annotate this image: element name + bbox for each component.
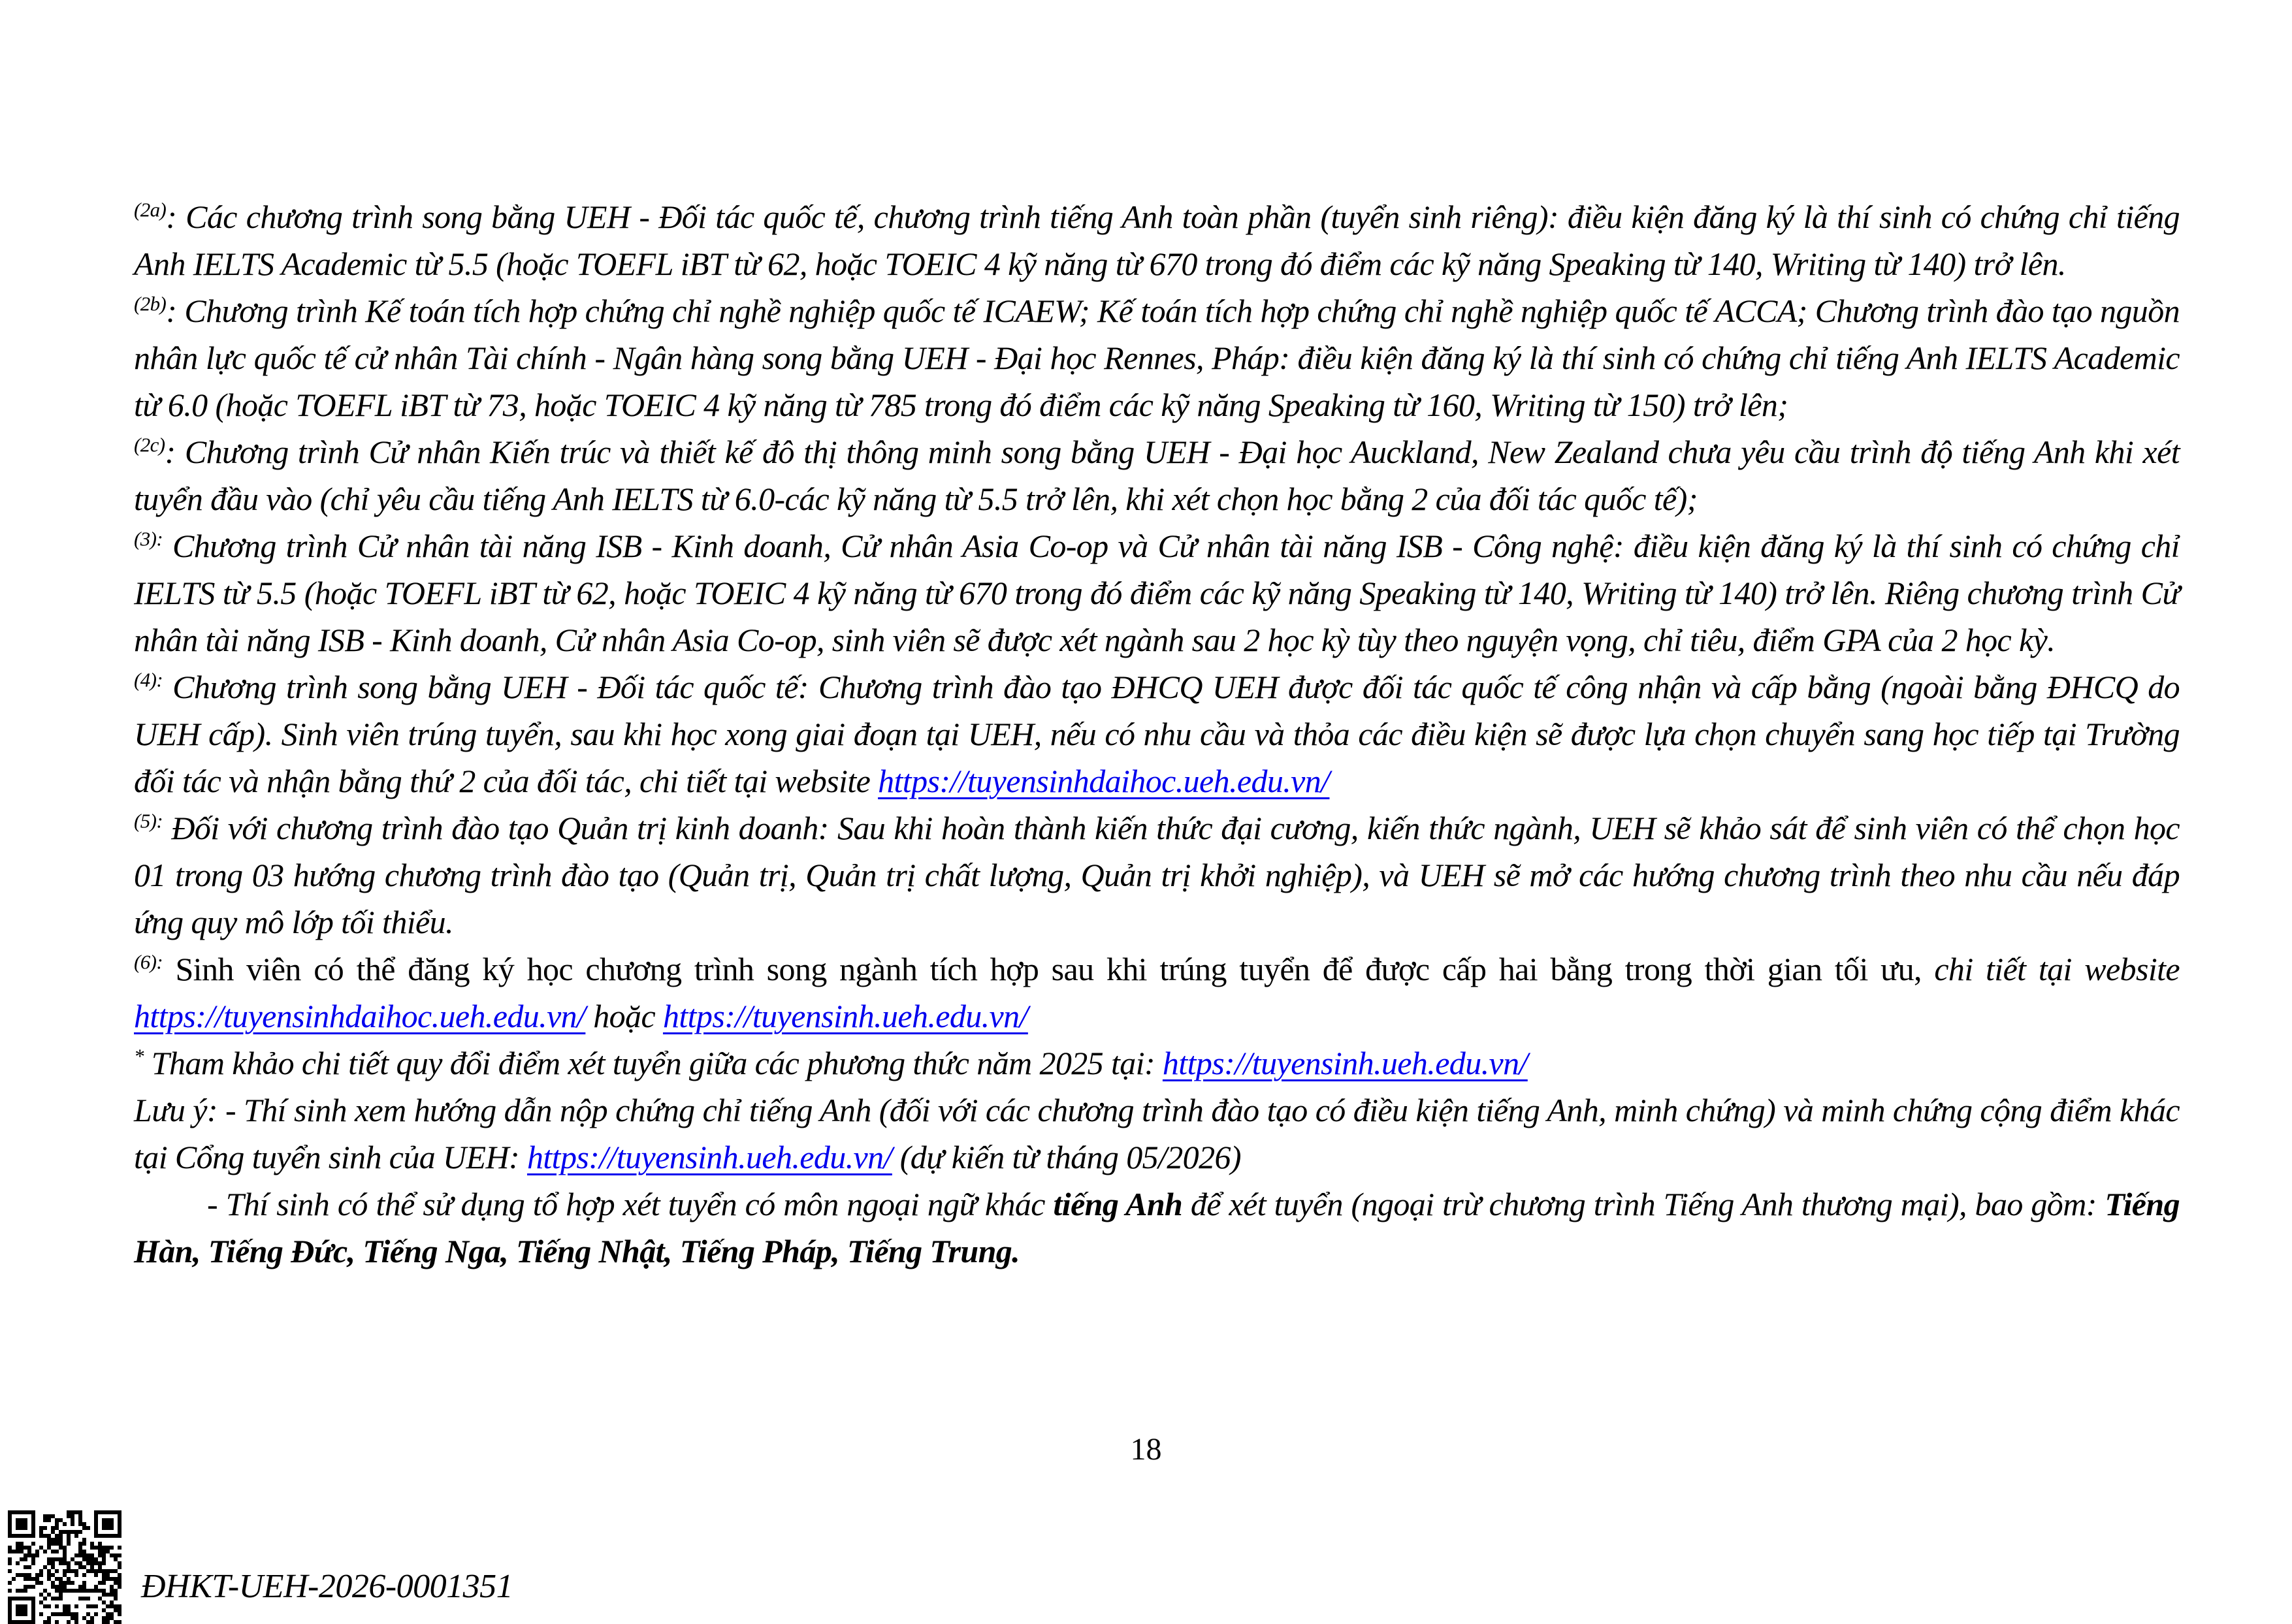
- text-segment: - Thí sinh có thể sử dụng tổ hợp xét tuyển có môn ngoại ngữ khác: [207, 1186, 1054, 1222]
- text-segment: Chương trình song bằng UEH - Đối tác quốc tế: Chương trình đào tạo ĐHCQ UEH được đối tác quốc tế công nhận và cấp bằng (ngoài bằng ĐHCQ do UEH cấp). Sinh viên trúng tuyển, sau khi học xong giai đoạn tại UEH, nếu có nhu cầu và thỏa các điều kiện sẽ được lựa chọn chuyển sang học tiếp tại Trường đối tác và nhận bằng thứ 2 của đối tác, chi tiết tại website: [134, 669, 2180, 799]
- qr-code-image: [8, 1510, 121, 1624]
- text-segment: Tham khảo chi tiết quy đổi điểm xét tuyển giữa các phương thức năm 2025 tại:: [143, 1045, 1163, 1081]
- footnote-2a: [134, 193, 2180, 287]
- footnote-5: [134, 804, 2180, 946]
- text-segment: : Chương trình Cử nhân Kiến trúc và thiết kế đô thị thông minh song bằng UEH - Đại học Auckland, New Zealand chưa yêu cầu trình độ tiếng Anh khi xét tuyển đầu vào (chỉ yêu cầu tiếng Anh IELTS từ 6.0-các kỹ năng từ 5.5 trở lên, khi xét chọn học bằng 2 của đối tác quốc tế);: [134, 434, 2180, 517]
- text-segment: : Chương trình Kế toán tích hợp chứng chỉ nghề nghiệp quốc tế ICAEW; Kế toán tích hợp chứng chỉ nghề nghiệp quốc tế ACCA; Chương trình đào tạo nguồn nhân lực quốc tế cử nhân Tài chính - Ngân hàng song bằng UEH - Đại học Rennes, Pháp: điều kiện đăng ký là thí sinh có chứng chỉ tiếng Anh IELTS Academic từ 6.0 (hoặc TOEFL iBT từ 73, hoặc TOEIC 4 kỹ năng từ 785 trong đó điểm các kỹ năng Speaking từ 160, Writing từ 150) trở lên;: [134, 293, 2180, 423]
- footnote-2b: [134, 287, 2180, 428]
- text-segment: tiếng Anh: [1053, 1186, 1183, 1222]
- text-segment: Tiếng Hàn, Tiếng Đức, Tiếng Nga, Tiếng Nhật, Tiếng Pháp, Tiếng Trung.: [134, 1186, 2180, 1269]
- hyperlink[interactable]: https://tuyensinh.ueh.edu.vn/: [1162, 1045, 1528, 1081]
- footnote-4: [134, 663, 2180, 804]
- footnote-marker: *: [134, 1044, 144, 1068]
- document-id: ĐHKT-UEH-2026-0001351: [141, 1568, 513, 1605]
- text-segment: hoặc: [585, 998, 663, 1034]
- text-segment: Sinh viên có thể đăng ký học chương trình song ngành tích hợp sau khi trúng tuyển để được cấp hai bằng trong thời gian tối ưu,: [163, 951, 1935, 987]
- text-segment: : Các chương trình song bằng UEH - Đối tác quốc tế, chương trình tiếng Anh toàn phần (tuyển sinh riêng): điều kiện đăng ký là thí sinh có chứng chỉ tiếng Anh IELTS Academic từ 5.5 (hoặc TOEFL iBT từ 62, hoặc TOEIC 4 kỹ năng từ 670 trong đó điểm các kỹ năng Speaking từ 140, Writing từ 140) trở lên.: [134, 199, 2180, 282]
- note-other-languages: [134, 1181, 2180, 1275]
- page-number: 18: [1130, 1432, 1162, 1467]
- text-segment: (dự kiến từ tháng 05/2026): [892, 1139, 1241, 1175]
- hyperlink[interactable]: https://tuyensinhdaihoc.ueh.edu.vn/: [878, 763, 1330, 799]
- footnote-marker: (2a): [134, 198, 167, 221]
- footnote-3: [134, 522, 2180, 663]
- text-segment: Đối với chương trình đào tạo Quản trị kinh doanh: Sau khi hoàn thành kiến thức đại cương, kiến thức ngành, UEH sẽ khảo sát để sinh viên có thể chọn học 01 trong 03 hướng chương trình đào tạo (Quản trị, Quản trị chất lượng, Quản trị khởi nghiệp), và UEH sẽ mở các hướng chương trình theo nhu cầu nếu đáp ứng quy mô lớp tối thiểu.: [134, 810, 2180, 940]
- footnotes-block: [134, 193, 2180, 1275]
- hyperlink[interactable]: https://tuyensinh.ueh.edu.vn/: [662, 998, 1028, 1034]
- footnote-marker: (2b): [134, 292, 167, 315]
- footnote-marker: (3):: [134, 527, 163, 550]
- footnote-2c: [134, 428, 2180, 522]
- footnote-marker: (4):: [134, 668, 163, 692]
- text-segment: Chương trình Cử nhân tài năng ISB - Kinh doanh, Cử nhân Asia Co-op và Cử nhân tài năng ISB - Công nghệ: điều kiện đăng ký là thí sinh có chứng chỉ IELTS từ 5.5 (hoặc TOEFL iBT từ 62, hoặc TOEIC 4 kỹ năng từ 670 trong đó điểm các kỹ năng Speaking từ 140, Writing từ 140) trở lên. Riêng chương trình Cử nhân tài năng ISB - Kinh doanh, Cử nhân Asia Co-op, sinh viên sẽ được xét ngành sau 2 học kỳ tùy theo nguyện vọng, chỉ tiêu, điểm GPA của 2 học kỳ.: [134, 528, 2180, 658]
- text-segment: chi tiết tại website: [1934, 951, 2180, 987]
- footnote-marker: (6):: [134, 950, 163, 974]
- footnote-marker: (5):: [134, 809, 163, 833]
- footnote-6: [134, 946, 2180, 1040]
- text-segment: để xét tuyển (ngoại trừ chương trình Tiếng Anh thương mại), bao gồm:: [1182, 1186, 2105, 1222]
- text-segment: Lưu ý: - Thí sinh xem hướng dẫn nộp chứng chỉ tiếng Anh (đối với các chương trình đào tạo có điều kiện tiếng Anh, minh chứng) và minh chứng cộng điểm khác tại Cổng tuyển sinh của UEH:: [134, 1092, 2180, 1175]
- hyperlink[interactable]: https://tuyensinhdaihoc.ueh.edu.vn/: [134, 998, 586, 1034]
- note-luu-y: [134, 1087, 2180, 1181]
- footnote-marker: (2c): [134, 433, 165, 456]
- hyperlink[interactable]: https://tuyensinh.ueh.edu.vn/: [526, 1139, 892, 1175]
- footnote-star: [134, 1040, 2180, 1087]
